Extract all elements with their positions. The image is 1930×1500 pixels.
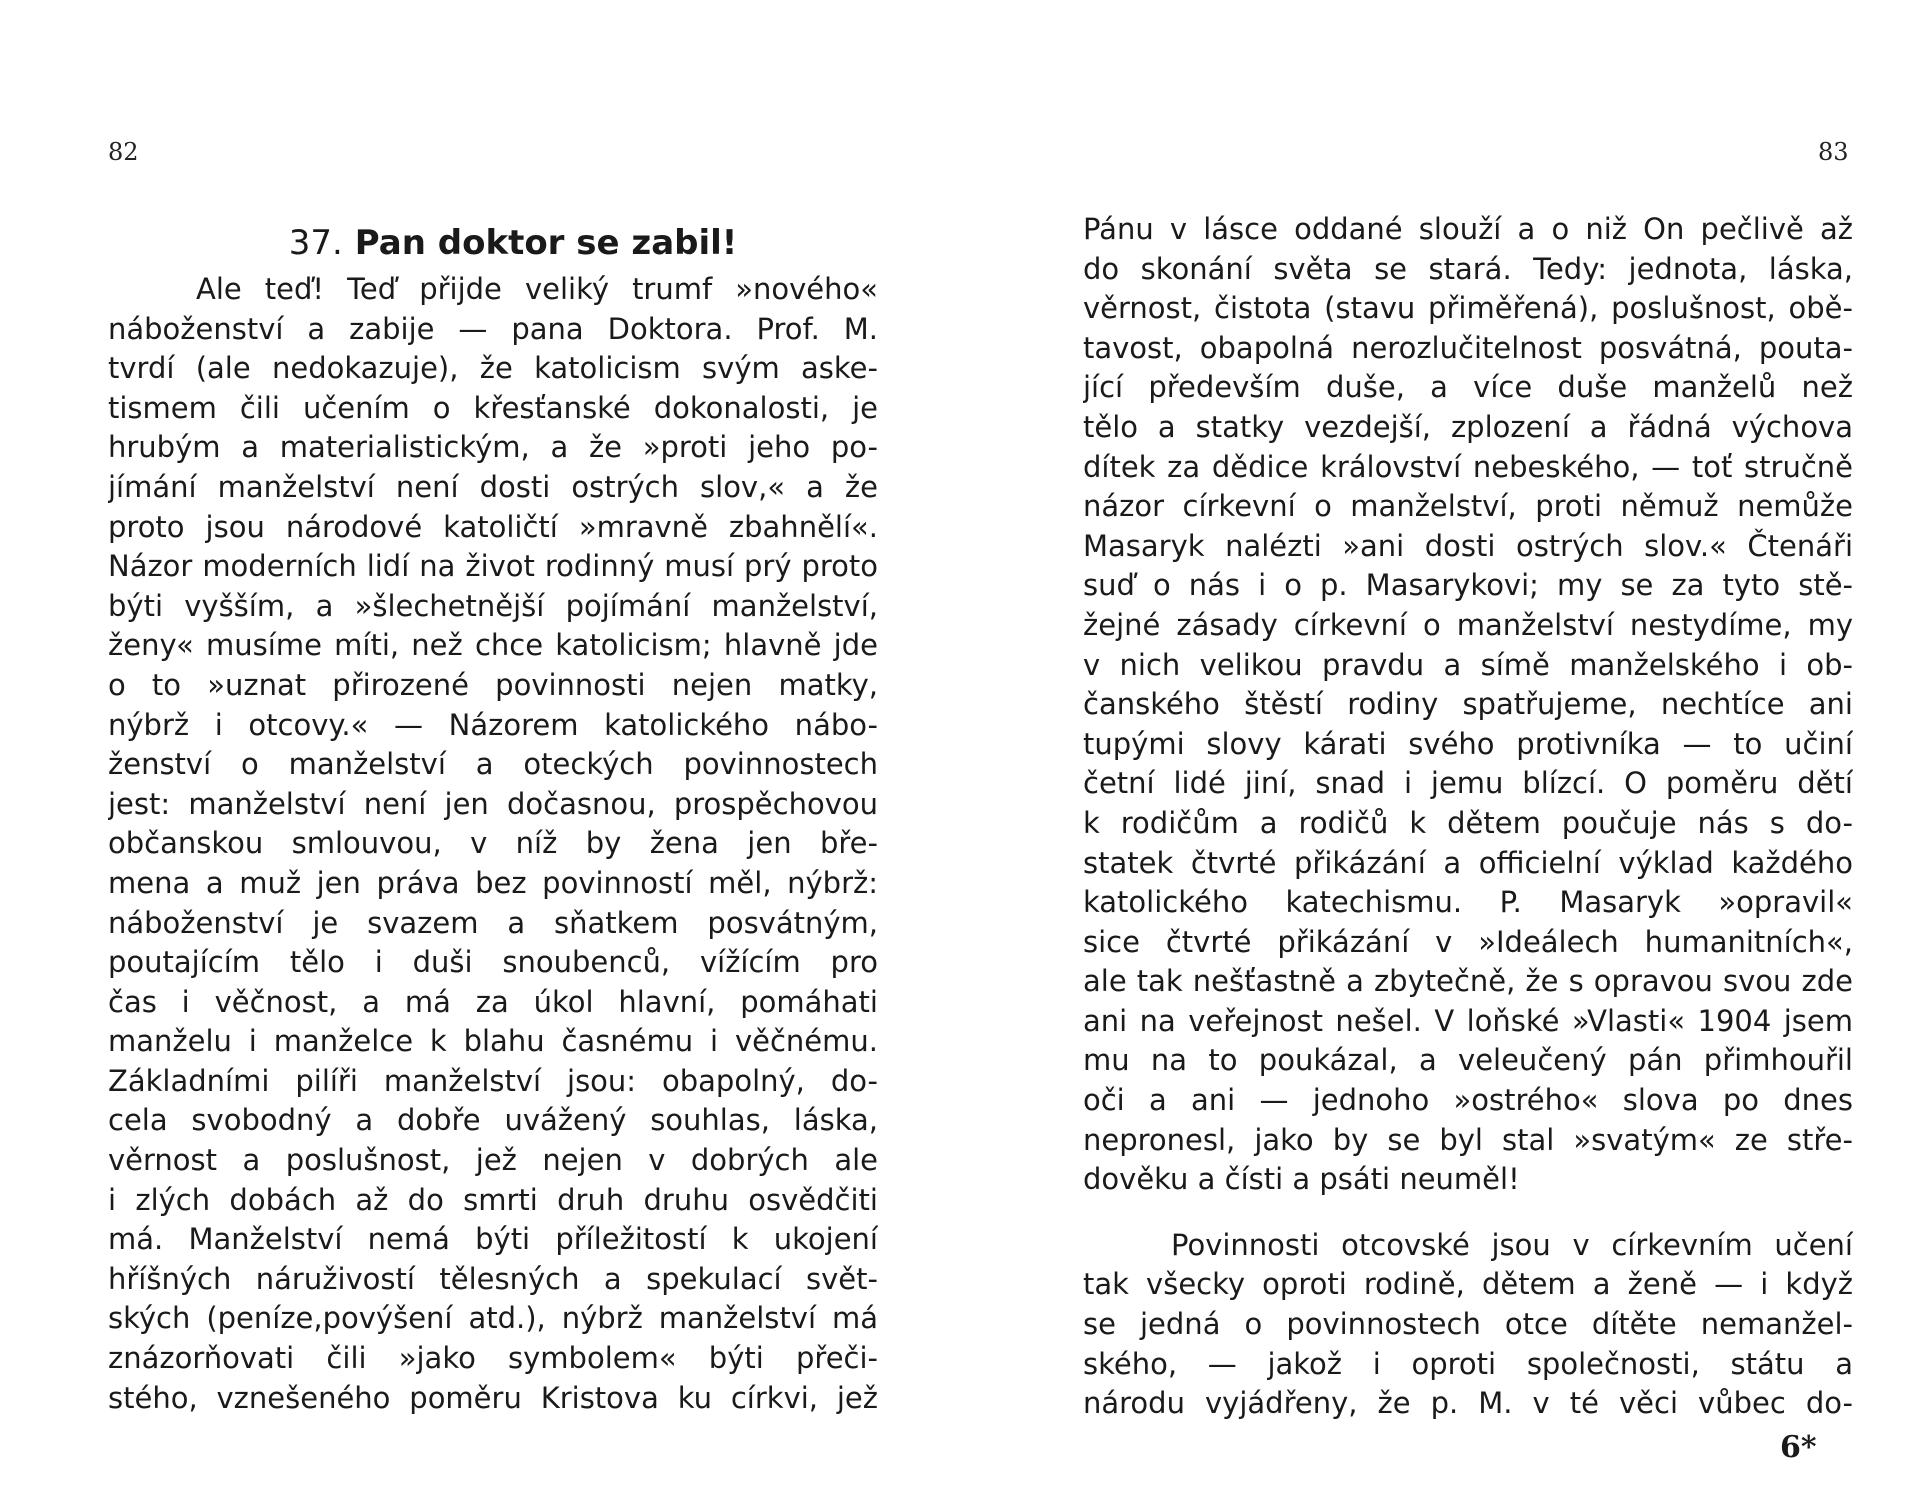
signature-mark: 6* (1780, 1430, 1817, 1465)
text-line: tvrdí (ale nedokazuje), že katolicism svým aske- (108, 351, 878, 386)
text-line: Ale teď! Teď přijde veliký trumf »nového« (196, 272, 878, 306)
text-line: mu na to poukázal, a veleučený pán přimhouřil (1083, 1043, 1853, 1078)
text-line: ských (peníze,povýšení atd.), nýbrž manželství má (108, 1301, 878, 1336)
text-line: Pánu v lásce oddané slouží a o niž On pečlivě až (1083, 212, 1853, 246)
text-line: tavost, obapolná nerozlučitelnost posvátná, pouta- (1083, 330, 1853, 365)
text-line: statek čtvrté přikázání a officielní výklad každého (1083, 845, 1853, 880)
text-line: hříšných náruživostí tělesných a spekulací svět- (108, 1261, 878, 1296)
text-line: Základními pilíři manželství jsou: obapolný, do- (108, 1063, 878, 1098)
text-line: proto jsou národové katoličtí »mravně zbahnělí«. (108, 509, 878, 544)
text-line: ženství o manželství a oteckých povinnostech (108, 747, 878, 782)
text-line: národu vyjádřeny, že p. M. v té věci vůbec do- (1083, 1386, 1853, 1421)
text-line: jest: manželství není jen dočasnou, prospěchovou (108, 786, 878, 821)
text-line: tak všecky oproti rodině, dětem a ženě — i když (1083, 1267, 1853, 1302)
text-line: dítek za dědice království nebeského, — toť stručně (1083, 449, 1853, 484)
text-line: poutajícím tělo i duši snoubenců, vížícím pro (108, 945, 878, 980)
left-text-body (108, 270, 878, 1418)
page-number-right: 83 (1818, 138, 1849, 166)
text-line: tupými slovy kárati svého protivníka — to učiní (1083, 726, 1853, 761)
text-line: cela svobodný a dobře uvážený souhlas, láska, (108, 1103, 878, 1138)
text-line: i zlých dobách až do smrti druh druhu osvědčiti (108, 1182, 878, 1217)
right-text-body (1083, 210, 1853, 1424)
text-line: má. Manželství nemá býti příležitostí k ukojení (108, 1222, 878, 1257)
text-line: k rodičům a rodičů k dětem poučuje nás s do- (1083, 805, 1853, 840)
text-line: názor církevní o manželství, proti němuž nemůže (1083, 489, 1853, 524)
text-line: Názor moderních lidí na život rodinný musí prý proto (108, 549, 878, 584)
text-line: náboženství je svazem a sňatkem posvátným, (108, 905, 878, 940)
text-line: čanského štěstí rodiny spatřujeme, nechtíce ani (1083, 687, 1853, 722)
text-line: v nich velikou pravdu a símě manželského i ob- (1083, 647, 1853, 682)
text-line: býti vyšším, a »šlechetnější pojímání manželství, (108, 588, 878, 623)
text-line: žejné zásady církevní o manželství nestydíme, my (1083, 607, 1853, 642)
left-page-column (108, 210, 878, 1418)
text-line: četní lidé jiní, snad i jemu blízcí. O poměru dětí (1083, 766, 1853, 801)
text-line: tělo a statky vezdejší, zplození a řádná výchova (1083, 409, 1853, 444)
chapter-number: 37. (288, 223, 343, 263)
text-line: oči a ani — jednoho »ostrého« slova po dnes (1083, 1083, 1853, 1118)
text-line: mena a muž jen práva bez povinností měl, nýbrž: (108, 865, 878, 900)
text-line: hrubým a materialistickým, a že »proti jeho po- (108, 430, 878, 465)
text-line: nýbrž i otcovy.« — Názorem katolického nábo- (108, 707, 878, 742)
text-line: jímání manželství není dosti ostrých slov,« a že (108, 469, 878, 504)
text-line: stého, vznešeného poměru Kristova ku církvi, jež (108, 1380, 878, 1415)
text-line: Masaryk nalézti »ani dosti ostrých slov.« Čtenáři (1083, 528, 1853, 563)
text-line: občanskou smlouvou, v níž by žena jen bře- (108, 826, 878, 861)
text-line: věrnost a poslušnost, jež nejen v dobrých ale (108, 1143, 878, 1178)
text-line: do skonání světa se stará. Tedy: jednota, láska, (1083, 251, 1853, 286)
text-line: suď o nás i o p. Masarykovi; my se za tyto stě- (1083, 568, 1853, 603)
text-line: katolického katechismu. P. Masaryk »opravil« (1083, 885, 1853, 920)
text-line: ale tak nešťastně a zbytečně, že s opravou svou zde (1083, 964, 1853, 999)
right-page-column (1083, 210, 1853, 1424)
text-line: sice čtvrté přikázání v »Ideálech humanitních«, (1083, 924, 1853, 959)
text-line: manželu i manželce k blahu časnému i věčnému. (108, 1024, 878, 1059)
text-line: čas i věčnost, a má za úkol hlavní, pomáhati (108, 984, 878, 1019)
text-line: náboženství a zabije — pana Doktora. Prof. M. (108, 311, 878, 346)
text-line: dověku a čísti a psáti neuměl! (1083, 1162, 1520, 1197)
page-number-left: 82 (108, 138, 139, 166)
text-line: ženy« musíme míti, než chce katolicism; hlavně jde (108, 628, 878, 663)
text-line: nepronesl, jako by se byl stal »svatým« ze stře- (1083, 1122, 1853, 1157)
text-line: znázorňovati čili »jako symbolem« býti přeči- (108, 1341, 878, 1376)
chapter-title: Pan doktor se zabil! (354, 223, 738, 263)
text-line: o to »uznat přirozené povinnosti nejen matky, (108, 667, 878, 702)
text-line: jící především duše, a více duše manželů než (1083, 370, 1853, 405)
chapter-heading (108, 210, 878, 276)
text-line: Povinnosti otcovské jsou v církevním učení (1171, 1227, 1853, 1262)
text-line: věrnost, čistota (stavu přiměřená), poslušnost, obě- (1083, 291, 1853, 326)
text-line: ani na veřejnost nešel. V loňské »Vlasti« 1904 jsem (1083, 1003, 1853, 1038)
text-line: ského, — jakož i oproti společnosti, státu a (1083, 1346, 1853, 1381)
text-line: tismem čili učením o křesťanské dokonalosti, je (108, 390, 878, 425)
text-line: se jedná o povinnostech otce dítěte nemanžel- (1083, 1307, 1853, 1342)
